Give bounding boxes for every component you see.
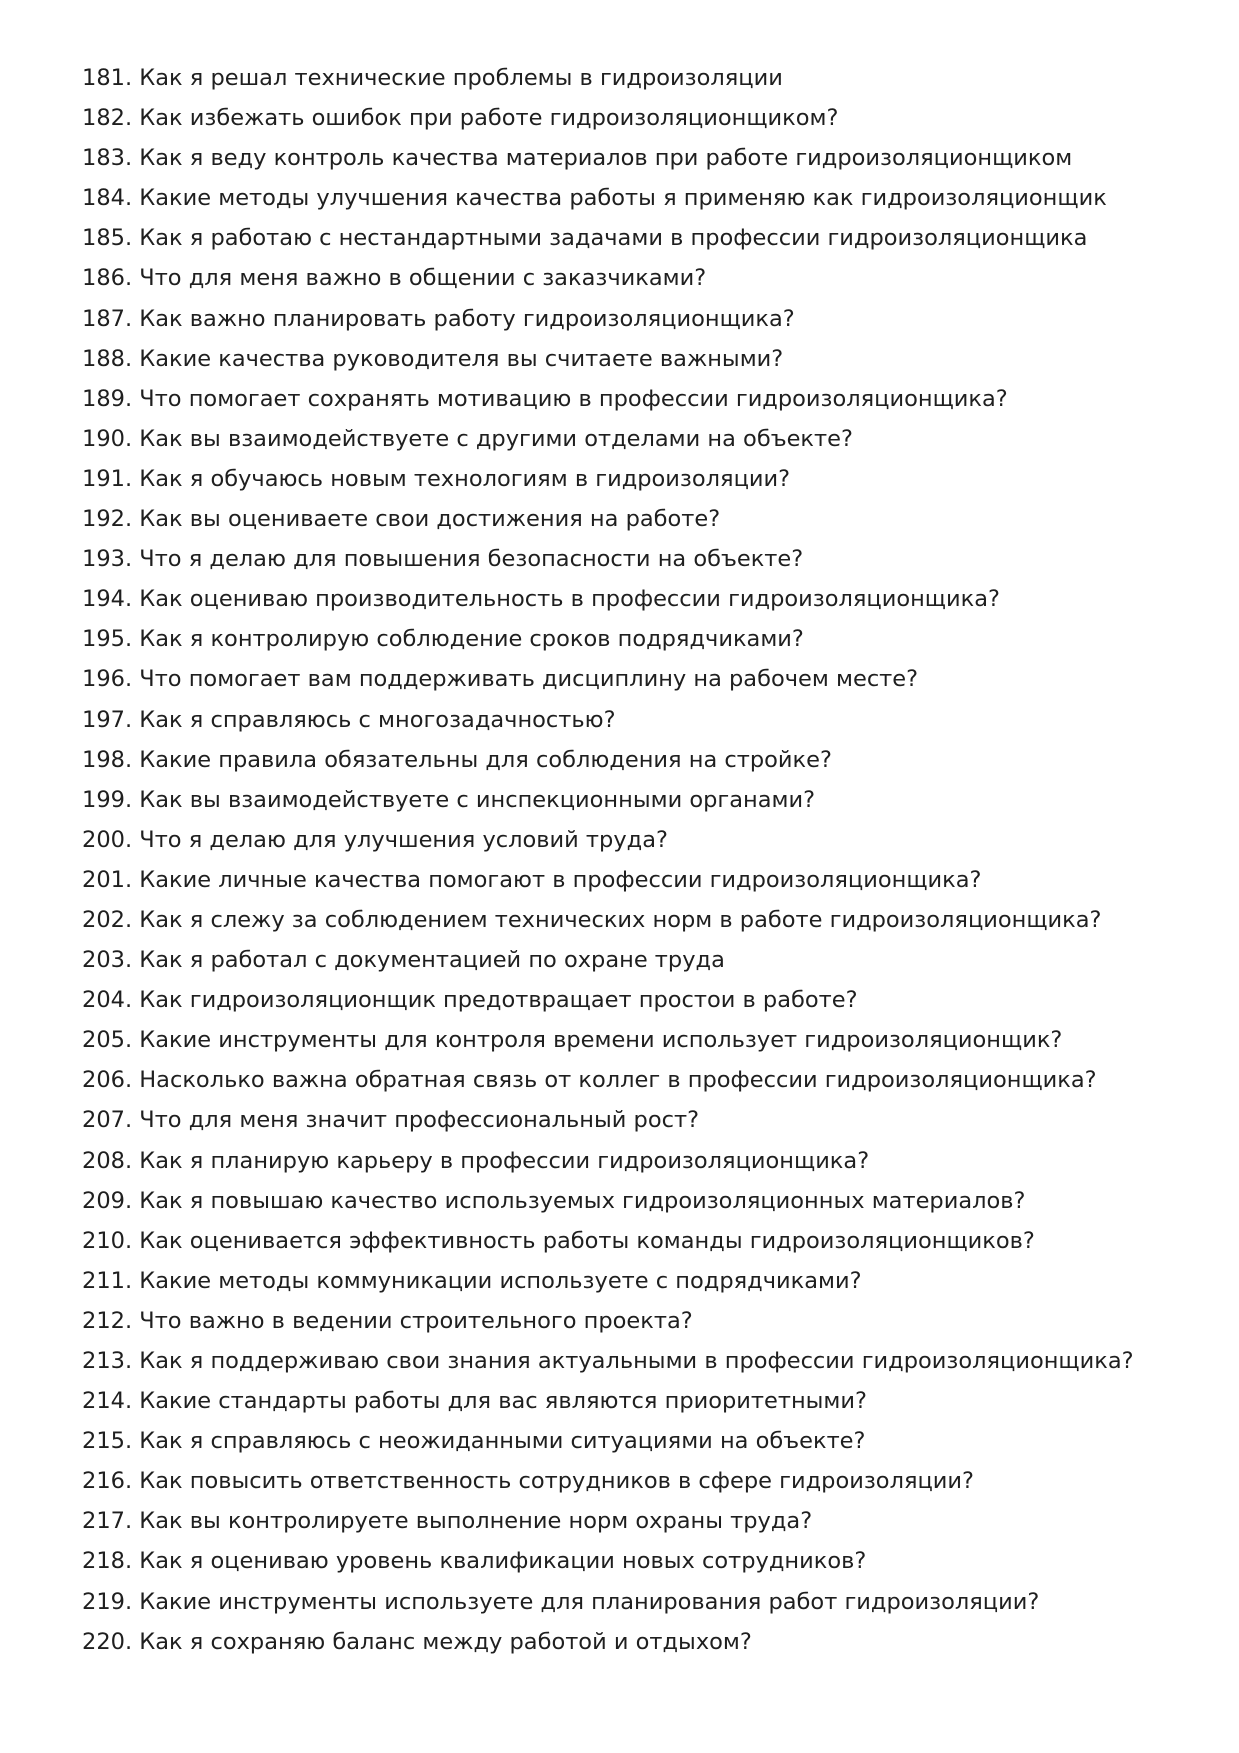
question-text: Как я решал технические проблемы в гидроизоляции [139, 65, 783, 91]
question-number: 200. [82, 826, 133, 853]
question-text: Насколько важна обратная связь от коллег в профессии гидроизоляционщика? [139, 1067, 1097, 1094]
list-item [82, 98, 1202, 138]
list-item [82, 1461, 1202, 1501]
question-number: 220. [82, 1628, 133, 1655]
list-item [82, 1541, 1202, 1581]
list-item [82, 1020, 1202, 1060]
question-text: Как я веду контроль качества материалов при работе гидроизоляционщиком [139, 145, 1073, 172]
question-text: Какие методы коммуникации используете с подрядчиками? [139, 1267, 862, 1294]
question-number: 198. [82, 746, 133, 773]
list-item [82, 1060, 1202, 1100]
list-item [82, 1181, 1202, 1221]
question-text: Как оценивается эффективность работы команды гидроизоляционщиков? [139, 1227, 1035, 1254]
question-number: 210. [82, 1227, 133, 1254]
list-item [82, 499, 1202, 539]
list-item [82, 419, 1202, 459]
question-text: Какие стандарты работы для вас являются приоритетными? [139, 1388, 867, 1415]
question-number: 194. [82, 586, 133, 613]
question-text: Какие правила обязательны для соблюдения на стройке? [139, 746, 832, 773]
question-text: Как вы оцениваете свои достижения на работе? [139, 506, 721, 533]
question-text: Как я справляюсь с многозадачностью? [139, 706, 616, 733]
question-text: Что важно в ведении строительного проекта? [139, 1307, 693, 1334]
list-item [82, 659, 1202, 699]
list-item [82, 58, 1202, 98]
question-text: Какие качества руководителя вы считаете важными? [139, 345, 784, 372]
question-number: 197. [82, 706, 133, 733]
question-text: Как избежать ошибок при работе гидроизоляционщиком? [139, 105, 839, 132]
question-number: 186. [82, 265, 133, 292]
list-item [82, 138, 1202, 178]
list-item [82, 780, 1202, 820]
question-text: Как оцениваю производительность в профессии гидроизоляционщика? [139, 586, 1000, 613]
question-list [82, 58, 1202, 1662]
question-text: Как повысить ответственность сотрудников в сфере гидроизоляции? [139, 1468, 974, 1495]
list-item [82, 820, 1202, 860]
question-text: Что для меня значит профессиональный рост? [139, 1107, 700, 1134]
list-item [82, 258, 1202, 298]
question-text: Как я работаю с нестандартными задачами в профессии гидроизоляционщика [139, 225, 1088, 252]
question-number: 184. [82, 185, 133, 212]
list-item [82, 579, 1202, 619]
question-text: Как важно планировать работу гидроизоляционщика? [139, 305, 795, 332]
question-text: Что помогает сохранять мотивацию в профессии гидроизоляционщика? [139, 385, 1008, 412]
list-item [82, 1381, 1202, 1421]
list-item [82, 1221, 1202, 1261]
question-number: 211. [82, 1267, 133, 1294]
list-item [82, 940, 1202, 980]
list-item [82, 539, 1202, 579]
question-number: 217. [82, 1508, 133, 1535]
question-number: 188. [82, 345, 133, 372]
question-text: Какие инструменты для контроля времени использует гидроизоляционщик? [139, 1027, 1063, 1054]
question-number: 192. [82, 506, 133, 533]
question-text: Как я справляюсь с неожиданными ситуациями на объекте? [139, 1428, 866, 1455]
list-item [82, 900, 1202, 940]
question-number: 206. [82, 1067, 133, 1094]
question-text: Как я повышаю качество используемых гидроизоляционных материалов? [139, 1187, 1026, 1214]
list-item [82, 1622, 1202, 1662]
list-item [82, 1421, 1202, 1461]
question-text: Как я поддерживаю свои знания актуальными в профессии гидроизоляционщика? [139, 1348, 1134, 1374]
list-item [82, 218, 1202, 258]
question-number: 195. [82, 626, 133, 653]
list-item [82, 299, 1202, 339]
question-text: Как я сохраняю баланс между работой и отдыхом? [139, 1628, 752, 1655]
list-item [82, 1141, 1202, 1181]
question-text: Как вы взаимодействуете с другими отделами на объекте? [139, 425, 853, 452]
list-item [82, 459, 1202, 499]
question-number: 218. [82, 1548, 133, 1575]
question-number: 219. [82, 1588, 133, 1615]
question-number: 183. [82, 145, 133, 172]
list-item [82, 980, 1202, 1020]
question-text: Что я делаю для улучшения условий труда? [139, 826, 668, 853]
question-text: Как гидроизоляционщик предотвращает простои в работе? [139, 987, 858, 1014]
question-number: 193. [82, 546, 133, 573]
question-number: 203. [82, 947, 133, 974]
question-number: 187. [82, 305, 133, 332]
question-text: Как я слежу за соблюдением технических норм в работе гидроизоляционщика? [139, 906, 1102, 933]
question-number: 181. [82, 65, 133, 91]
question-number: 190. [82, 425, 133, 452]
question-text: Как вы взаимодействуете с инспекционными органами? [139, 786, 816, 813]
question-text: Как вы контролируете выполнение норм охраны труда? [139, 1508, 813, 1535]
list-item [82, 1100, 1202, 1140]
question-number: 213. [82, 1348, 133, 1374]
question-text: Как я контролирую соблюдение сроков подрядчиками? [139, 626, 804, 653]
list-item [82, 1301, 1202, 1341]
list-item [82, 740, 1202, 780]
list-item [82, 1501, 1202, 1541]
list-item [82, 619, 1202, 659]
question-number: 204. [82, 987, 133, 1014]
question-number: 212. [82, 1307, 133, 1334]
list-item [82, 1341, 1202, 1381]
list-item [82, 1261, 1202, 1301]
list-item [82, 860, 1202, 900]
list-item [82, 700, 1202, 740]
question-number: 209. [82, 1187, 133, 1214]
question-text: Что помогает вам поддерживать дисциплину на рабочем месте? [139, 666, 919, 693]
question-text: Какие инструменты используете для планирования работ гидроизоляции? [139, 1588, 1040, 1615]
question-number: 182. [82, 105, 133, 132]
question-text: Что я делаю для повышения безопасности на объекте? [139, 546, 804, 573]
question-number: 207. [82, 1107, 133, 1134]
question-number: 214. [82, 1388, 133, 1415]
question-text: Как я планирую карьеру в профессии гидроизоляционщика? [139, 1147, 870, 1174]
list-item [82, 178, 1202, 218]
question-number: 215. [82, 1428, 133, 1455]
question-number: 208. [82, 1147, 133, 1174]
question-number: 216. [82, 1468, 133, 1495]
question-number: 199. [82, 786, 133, 813]
list-item [82, 339, 1202, 379]
question-text: Какие методы улучшения качества работы я применяю как гидроизоляционщик [139, 185, 1107, 212]
question-text: Как я обучаюсь новым технологиям в гидроизоляции? [139, 465, 791, 492]
question-text: Как я работал с документацией по охране труда [139, 947, 725, 974]
list-item [82, 1582, 1202, 1622]
question-number: 202. [82, 906, 133, 933]
question-number: 205. [82, 1027, 133, 1054]
question-number: 196. [82, 666, 133, 693]
question-number: 185. [82, 225, 133, 252]
question-text: Что для меня важно в общении с заказчиками? [139, 265, 707, 292]
question-text: Как я оцениваю уровень квалификации новых сотрудников? [139, 1548, 867, 1575]
question-text: Какие личные качества помогают в профессии гидроизоляционщика? [139, 866, 982, 893]
question-number: 189. [82, 385, 133, 412]
question-number: 201. [82, 866, 133, 893]
question-number: 191. [82, 465, 133, 492]
list-item [82, 379, 1202, 419]
